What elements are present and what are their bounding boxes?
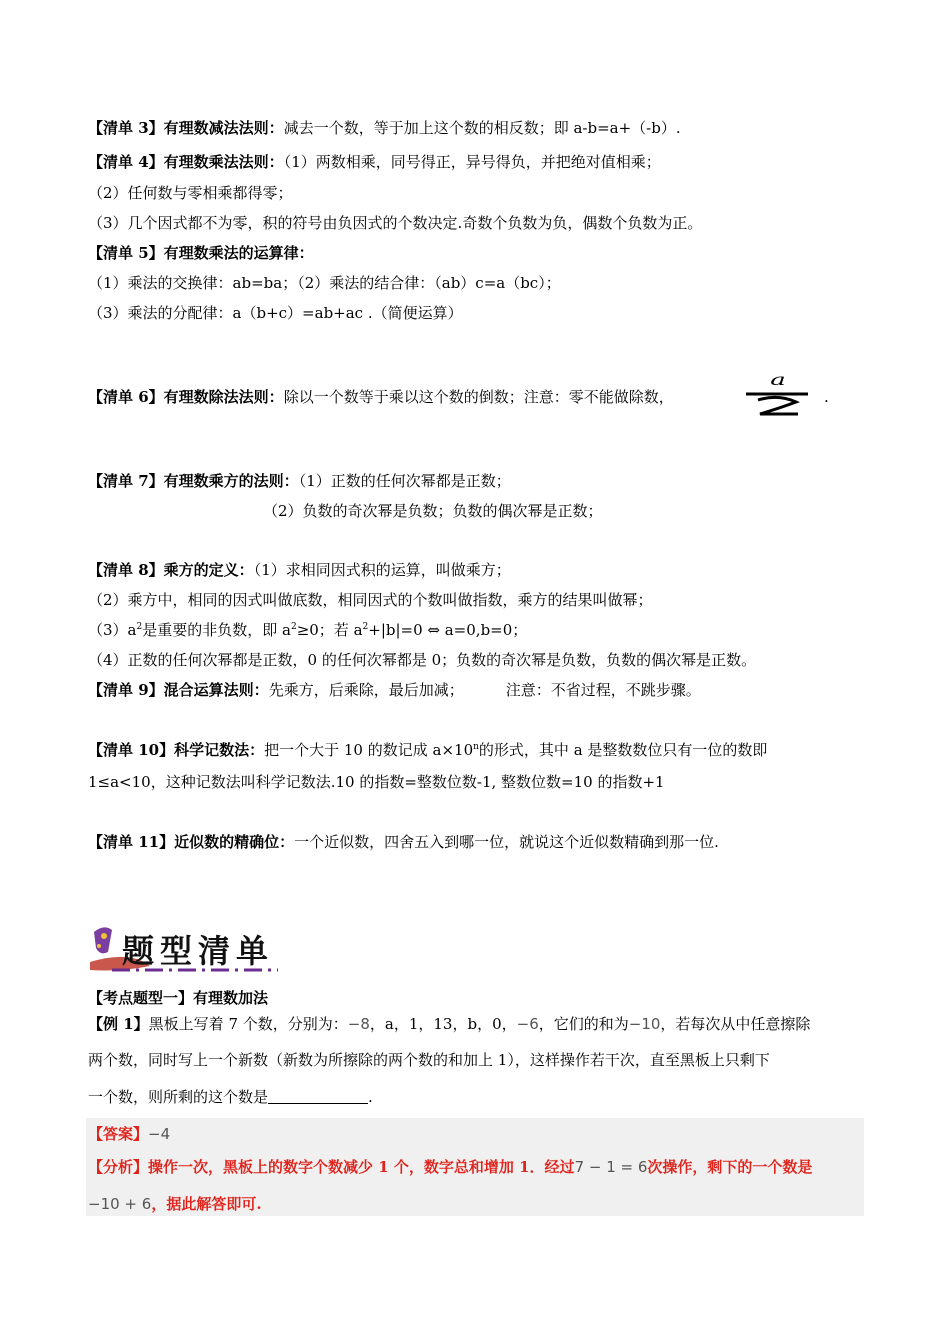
rule-10: 【清单 10】科学记数法：把一个大于 10 的数记成 $a\times 10^n$的形式，其中 a 是整数数位只有一位的数即: [88, 741, 768, 759]
answer-line: 【答案】−4: [88, 1125, 171, 1143]
rule-8-item-3: $(3)a^2$是重要的非负数，即 $a^2\ge 0$；若 $a^2+|b|=0$ ⇔ a=0,b=0；: [88, 621, 528, 639]
example-1-line-2: 两个数，同时写上一个新数（新数为所擦除的两个数的和加上 1），这样操作若干次，直至黑板上只剩下: [88, 1051, 770, 1069]
banner-title: 题型清单: [122, 932, 275, 970]
rule-9: 【清单 9】混合运算法则：先乘方，后乘除，最后加减； 注意：不省过程，不跳步骤。: [88, 681, 701, 699]
fraction-a-over-2-image: [740, 376, 810, 416]
rule-11: 【清单 11】近似数的精确位：一个近似数，四舍五入到哪一位，就说这个近似数精确到那一位.: [88, 833, 719, 851]
rule-4-item-3: （3）几个因式都不为零，积的符号由负因式的个数决定.奇数个负数为负，偶数个负数为正。: [88, 214, 703, 232]
rule-7-item-2: （2）负数的奇次幂是负数；负数的偶次幂是正数；: [263, 502, 603, 520]
rule-6-period: .: [824, 388, 829, 406]
answer-blank: [268, 1089, 368, 1104]
example-1-line-1: 【例 1】黑板上写着 7 个数，分别为：−8，a，1，13，b，0，−6，它们的和为−10，若每次从中任意擦除: [88, 1015, 811, 1033]
example-1-line-3: 一个数，则所剩的这个数是 .: [88, 1088, 373, 1106]
rule-5-item-1: （1）乘法的交换律：ab=ba；（2）乘法的结合律：（ab）c=a（bc）；: [88, 274, 561, 292]
rule-4: 【清单 4】有理数乘法法则：（1）两数相乘，同号得正，异号得负，并把绝对值相乘；: [88, 153, 661, 171]
analysis-line-2: −10 + 6，据此解答即可.: [88, 1195, 262, 1213]
rule-3: 【清单 3】有理数减法法则：减去一个数，等于加上这个数的相反数；即 a-b=a+（-b）.: [88, 119, 681, 137]
question-type-heading: 【考点题型一】有理数加法: [88, 989, 269, 1007]
rule-7: 【清单 7】有理数乘方的法则：（1）正数的任何次幂都是正数；: [88, 472, 511, 490]
rule-8: 【清单 8】乘方的定义：（1）求相同因式积的运算，叫做乘方；: [88, 561, 511, 579]
rule-10-line-2: 1≤a<10，这种记数法叫科学记数法.10 的指数=整数位数-1, 整数位数=10 的指数+1: [88, 773, 665, 791]
analysis-line-1: 【分析】操作一次，黑板上的数字个数减少 1 个，数字总和增加 1．经过7 − 1 = 6次操作，剩下的一个数是: [88, 1158, 813, 1176]
rule-5-item-3: （3）乘法的分配律：a（b+c）=ab+ac .（简便运算）: [88, 304, 463, 322]
question-types-banner: [90, 922, 280, 978]
rule-8-item-4: （4）正数的任何次幂都是正数，0 的任何次幂都是 0；负数的奇次幂是负数，负数的偶次幂是正数。: [88, 651, 757, 669]
rule-8-item-2: （2）乘方中，相同的因式叫做底数，相同因式的个数叫做指数，乘方的结果叫做幂；: [88, 591, 653, 609]
svg-text:a: a: [770, 376, 786, 390]
rule-4-item-2: （2）任何数与零相乘都得零；: [88, 184, 293, 202]
rule-5: 【清单 5】有理数乘法的运算律：: [88, 244, 314, 262]
rule-6: 【清单 6】有理数除法法则：除以一个数等于乘以这个数的倒数；注意：零不能做除数，: [88, 388, 674, 406]
